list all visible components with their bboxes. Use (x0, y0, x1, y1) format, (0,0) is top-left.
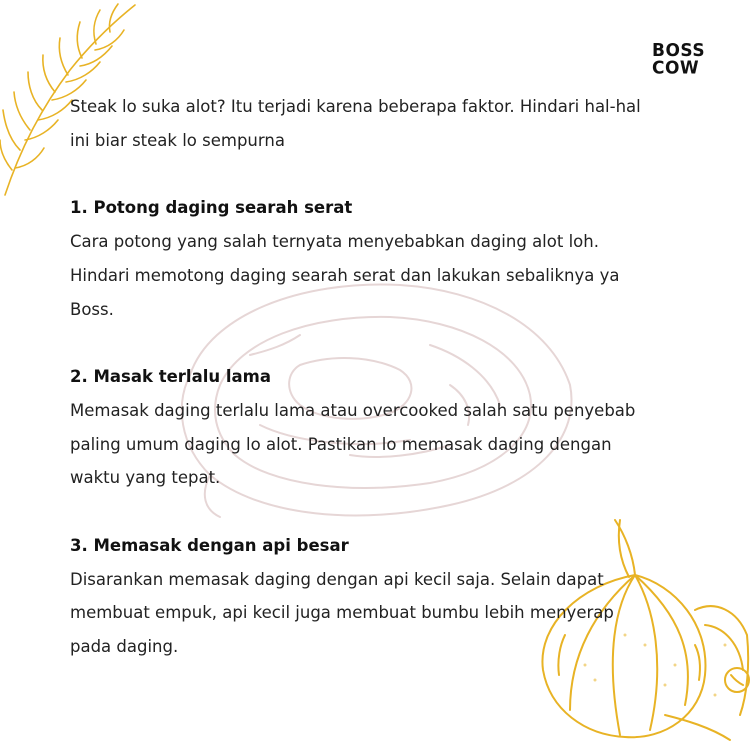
intro-paragraph: Steak lo suka alot? Itu terjadi karena beberapa faktor. Hindari hal-hal ini biar steak lo sempurna (70, 97, 641, 150)
boss-cow-logo (652, 42, 705, 78)
tip-section-2 (70, 360, 650, 495)
tip-body: Disarankan memasak daging dengan api kecil saja. Selain dapat membuat empuk, api kecil juga membuat bumbu lebih menyerap pada daging. (70, 569, 614, 657)
tip-body: Memasak daging terlalu lama atau overcooked salah satu penyebab paling umum daging lo alot. Pastikan lo memasak daging dengan waktu yang tepat. (70, 400, 636, 488)
tip-section-3 (70, 529, 650, 664)
logo-line-2: COW (652, 57, 700, 79)
logo-line-1: BOSS (652, 40, 706, 62)
tip-section-1 (70, 191, 650, 326)
tip-body: Cara potong yang salah ternyata menyebabkan daging alot loh. Hindari memotong daging searah serat dan lakukan sebaliknya ya Boss. (70, 232, 620, 319)
article-content (70, 90, 650, 664)
tip-title: 1. Potong daging searah serat (70, 198, 353, 218)
tip-title: 3. Memasak dengan api besar (70, 536, 349, 556)
tip-title: 2. Masak terlalu lama (70, 367, 271, 387)
